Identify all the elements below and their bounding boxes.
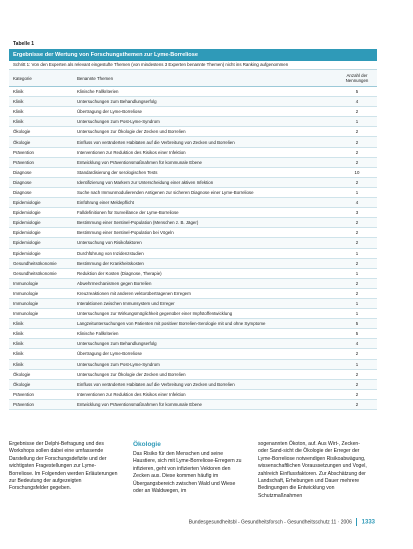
row-category: Prävention [13, 159, 34, 165]
row-count: 2 [355, 220, 359, 226]
table-row [9, 107, 377, 117]
row-category: Gesundheitsökonomie [13, 260, 57, 266]
row-topic: Untersuchungen zur Ökologie der Zecken und Borrelien [77, 129, 186, 135]
page-number: 1333 [361, 519, 375, 526]
row-category: Epidemiologie [13, 200, 41, 206]
row-count: 1 [355, 361, 359, 367]
row-category: Prävention [13, 401, 34, 407]
row-topic: Kreuzreaktionen mit anderen vektorübertragenen Erregern [77, 290, 191, 296]
table-row [9, 339, 377, 349]
row-count: 2 [355, 371, 359, 377]
table-row [9, 309, 377, 319]
table-row [9, 249, 377, 259]
row-category: Klinik [13, 109, 24, 115]
row-topic: Einfluss von veränderten Habitaten auf die Verbreitung von Zecken und Borrelien [77, 139, 235, 145]
row-category: Prävention [13, 391, 34, 397]
row-topic: Standardisierung der serologischen Tests [77, 169, 158, 175]
row-category: Prävention [13, 149, 34, 155]
row-count: 2 [355, 391, 359, 397]
table-row [9, 127, 377, 137]
table-row [9, 188, 377, 198]
row-category: Diagnose [13, 169, 32, 175]
row-topic: Bestimmung einer Sentinel-Population bei Vögeln [77, 230, 174, 236]
table-row [9, 319, 377, 329]
row-count: 1 [355, 301, 359, 307]
row-topic: Reduktion der Kosten (Diagnose, Therapie) [77, 270, 162, 276]
row-category: Klinik [13, 321, 24, 327]
row-category: Klinik [13, 331, 24, 337]
row-topic: Klinische Fallkriterien [77, 89, 119, 95]
row-count: 5 [355, 321, 359, 327]
row-count: 5 [355, 89, 359, 95]
table-body [9, 87, 377, 410]
row-category: Diagnose [13, 179, 32, 185]
row-count: 2 [355, 280, 359, 286]
table-1 [9, 40, 377, 410]
row-topic: Untersuchungen zum Post-Lyme-Syndrom [77, 361, 160, 367]
table-row [9, 329, 377, 339]
table-row [9, 218, 377, 228]
row-topic: Langzeituntersuchungen von Patienten mit positiver Borrelien-Serologie mit und ohne Symptome [77, 321, 266, 327]
row-category: Ökologie [13, 381, 31, 387]
row-category: Epidemiologie [13, 240, 41, 246]
table-row [9, 349, 377, 359]
table-row [9, 400, 377, 410]
table-title: Ergebnisse der Wertung von Forschungsthemen zur Lyme-Borreliose [9, 49, 377, 61]
table-row [9, 269, 377, 279]
table-row [9, 370, 377, 380]
row-topic: Interventionen zur Reduktion des Risikos einer Infektion [77, 391, 186, 397]
row-count: 10 [354, 169, 360, 175]
table-row [9, 238, 377, 248]
row-topic: Identifizierung von Markern zur Unterscheidung einer aktiven Infektion [77, 179, 214, 185]
row-topic: Einführung einer Meldepflicht [77, 200, 134, 206]
row-category: Immunologie [13, 290, 39, 296]
row-topic: Abwehrmechanismen gegen Borrelien [77, 280, 152, 286]
row-count: 2 [355, 401, 359, 407]
table-row [9, 198, 377, 208]
row-topic: Entwicklung von Präventionsmaßnahmen für kommunale Ebene [77, 401, 202, 407]
row-topic: Untersuchungen zum Behandlungserfolg [77, 99, 157, 105]
table-row [9, 228, 377, 238]
row-category: Immunologie [13, 311, 39, 317]
row-count: 4 [355, 99, 359, 105]
row-topic: Übertragung der Lyme-Borreliose [77, 109, 142, 115]
row-count: 2 [355, 290, 359, 296]
row-topic: Untersuchung von Risikofaktoren [77, 240, 142, 246]
table-row [9, 259, 377, 269]
row-category: Ökologie [13, 129, 31, 135]
row-count: 2 [355, 129, 359, 135]
row-category: Klinik [13, 89, 24, 95]
table-row [9, 168, 377, 178]
row-count: 2 [355, 149, 359, 155]
row-topic: Bestimmung der Krankheitskosten [77, 260, 144, 266]
row-count: 2 [355, 230, 359, 236]
header-topic: Benannte Themen [77, 75, 114, 81]
row-category: Ökologie [13, 139, 31, 145]
row-topic: Einfluss von veränderten Habitaten auf die Verbreitung von Zecken und Borrelien [77, 381, 235, 387]
row-count: 4 [355, 341, 359, 347]
row-category: Immunologie [13, 301, 39, 307]
text-column-2-body: Das Risiko für den Menschen und seine Haustiere, sich mit Lyme-Borreliose-Erregern zu infizieren, geht von infizierten Vektoren den Zecken aus. Diese kommen häufig im Übergangsbereich zwischen Wald und Wiese oder an Waldwegen, im [133, 451, 242, 495]
row-count: 2 [355, 139, 359, 145]
row-category: Epidemiologie [13, 230, 41, 236]
row-topic: Untersuchungen zur Wirkungsmöglichkeit gegenüber einer Impfstoffentwicklung [77, 311, 233, 317]
row-count: 1 [355, 311, 359, 317]
row-count: 2 [355, 109, 359, 115]
row-topic: Suche nach Immunmodulierenden Antigenen zur sicheren Diagnose einer Lyme-Borreliose [77, 189, 254, 195]
section-heading-oekologie: Ökologie [133, 441, 161, 448]
row-count: 3 [355, 210, 359, 216]
text-column-2 [133, 441, 243, 495]
table-row [9, 87, 377, 97]
body-text [9, 441, 377, 501]
row-category: Klinik [13, 99, 24, 105]
row-count: 5 [355, 331, 359, 337]
table-row [9, 117, 377, 127]
table-subtitle: Schritt 1: Von den Experten als relevant eingestufte Themen (von mindestens 3 Experten benannte Themen) nicht ins Ranking aufgenommen [9, 61, 377, 70]
row-topic: Entwicklung von Präventionsmaßnahmen für kommunale Ebene [77, 159, 202, 165]
table-row [9, 390, 377, 400]
row-category: Gesundheitsökonomie [13, 270, 57, 276]
row-category: Klinik [13, 361, 24, 367]
row-category: Klinik [13, 351, 24, 357]
table-row [9, 178, 377, 188]
row-category: Epidemiologie [13, 210, 41, 216]
header-count: Anzahl der Nennungen [345, 72, 369, 83]
row-topic: Untersuchungen zum Behandlungserfolg [77, 341, 157, 347]
row-topic: Falldefinitionen für Surveillance der Lyme-Borreliose [77, 210, 179, 216]
row-count: 2 [355, 260, 359, 266]
row-topic: Interventionen zur Reduktion des Risikos einer Infektion [77, 149, 186, 155]
table-row [9, 299, 377, 309]
row-count: 2 [355, 351, 359, 357]
row-topic: Interaktionen zwischen Immunsystem und Erreger [77, 301, 175, 307]
row-topic: Untersuchungen zum Post-Lyme-Syndrom [77, 119, 160, 125]
table-row [9, 360, 377, 370]
table-row [9, 137, 377, 147]
text-column-3: sogenannten Ökoton, auf. Aus Wirt-, Zecken- oder Sand-sicht die Ökologie der Erreger der Lyme-Borreliose notwendigen Risikoabwägung, wissenschaftlichen Voraussetzungen und Vogel, zahlreich Einflussfaktoren. Zur Abschätzung der Landschaft, Erhebungen und Dauer mehrere Bedingungen die Entwicklung von Schutzmaßnahmen [258, 441, 367, 499]
row-topic: Untersuchungen zur Ökologie der Zecken und Borrelien [77, 371, 186, 377]
row-count: 2 [355, 179, 359, 185]
row-topic: Klinische Fallkriterien [77, 331, 119, 337]
row-topic: Bestimmung einer Sentinel-Population (Menschen z. B. Jäger) [77, 220, 199, 226]
row-count: 1 [355, 250, 359, 256]
row-category: Klinik [13, 341, 24, 347]
table-label: Tabelle 1 [13, 41, 35, 47]
table-header [9, 70, 377, 87]
row-topic: Übertragung der Lyme-Borreliose [77, 351, 142, 357]
row-topic: Durchführung von Inzidenzstudien [77, 250, 144, 256]
table-row [9, 289, 377, 299]
table-row [9, 148, 377, 158]
row-count: 1 [355, 119, 359, 125]
journal-reference: Bundesgesundheitsbl - Gesundheitsforsch - Gesundheitsschutz 11 · 2006 [188, 519, 352, 526]
header-category: Kategorie [13, 75, 32, 81]
row-count: 2 [355, 381, 359, 387]
page-footer [189, 518, 375, 526]
table-row [9, 208, 377, 218]
table-row [9, 158, 377, 168]
row-count: 2 [355, 240, 359, 246]
row-count: 1 [355, 189, 359, 195]
row-count: 1 [355, 270, 359, 276]
footer-divider [356, 518, 357, 526]
row-category: Klinik [13, 119, 24, 125]
text-column-1: Ergebnisse der Delphi-Befragung und des Workshops sollen dabei eine umfassende Darstellung der Forschungsdefizite und der wichtigsten Fragestellungen zur Lyme-Borreliose. Im Folgenden werden Erläuterungen zur Bedeutung der aufgezeigten Forschungsfelder gegeben. [9, 441, 118, 492]
table-row [9, 97, 377, 107]
row-category: Diagnose [13, 189, 32, 195]
row-category: Immunologie [13, 280, 39, 286]
row-count: 2 [355, 159, 359, 165]
row-count: 4 [355, 200, 359, 206]
row-category: Epidemiologie [13, 250, 41, 256]
row-category: Epidemiologie [13, 220, 41, 226]
table-row [9, 279, 377, 289]
table-row [9, 380, 377, 390]
row-category: Ökologie [13, 371, 31, 377]
